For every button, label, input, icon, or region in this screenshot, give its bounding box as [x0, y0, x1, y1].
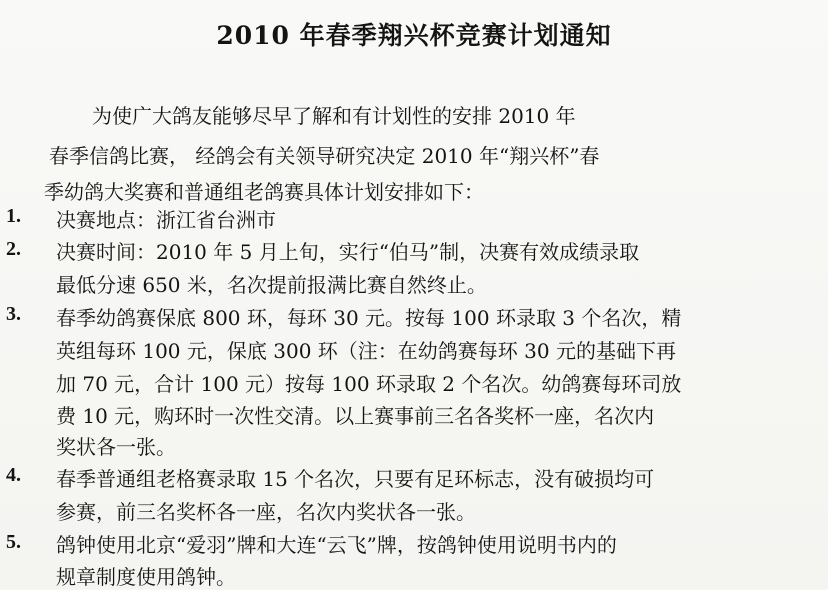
- intro-line: 季幼鸽大奖赛和普通组老鸽赛具体计划安排如下：: [44, 180, 484, 204]
- list-item-text: 费 10 元，购环时一次性交清。以上赛事前三名各奖杯一座，名次内: [56, 404, 655, 428]
- list-item-number: 4.: [6, 464, 21, 486]
- list-item-text: 春季普通组老格赛录取 15 个名次，只要有足环标志，没有破损均可: [56, 467, 655, 491]
- list-item-number: 5.: [6, 531, 21, 553]
- list-item-text: 决赛地点：浙江省台洲市: [56, 208, 276, 232]
- list-item-text: 春季幼鸽赛保底 800 环，每环 30 元。按每 100 环录取 3 个名次，精: [56, 306, 682, 330]
- list-item-text: 加 70 元，合计 100 元）按每 100 环录取 2 个名次。幼鸽赛每环司放: [56, 372, 682, 396]
- list-item-number: 3.: [6, 303, 21, 325]
- list-item-number: 2.: [6, 238, 21, 260]
- list-item-text: 鸽钟使用北京“爱羽”牌和大连“云飞”牌，按鸽钟使用说明书内的: [56, 533, 617, 557]
- intro-line: 为使广大鸽友能够尽早了解和有计划性的安排 2010 年: [92, 104, 576, 128]
- list-item-text: 参赛，前三名奖杯各一座，名次内奖状各一张。: [56, 500, 476, 524]
- intro-line: 春季信鸽比赛， 经鸽会有关领导研究决定 2010 年“翔兴杯”春: [49, 144, 600, 168]
- list-item-text: 最低分速 650 米，名次提前报满比赛自然终止。: [56, 273, 487, 297]
- list-item-number: 1.: [6, 205, 21, 227]
- list-item-text: 奖状各一张。: [56, 435, 176, 459]
- document-title: 2010 年春季翔兴杯竞赛计划通知: [216, 21, 612, 50]
- list-item-text: 规章制度使用鸽钟。: [56, 565, 236, 589]
- list-item-text: 决赛时间：2010 年 5 月上旬，实行“伯马”制，决赛有效成绩录取: [56, 240, 640, 264]
- list-item-text: 英组每环 100 元，保底 300 环（注：在幼鸽赛每环 30 元的基础下再: [56, 339, 676, 363]
